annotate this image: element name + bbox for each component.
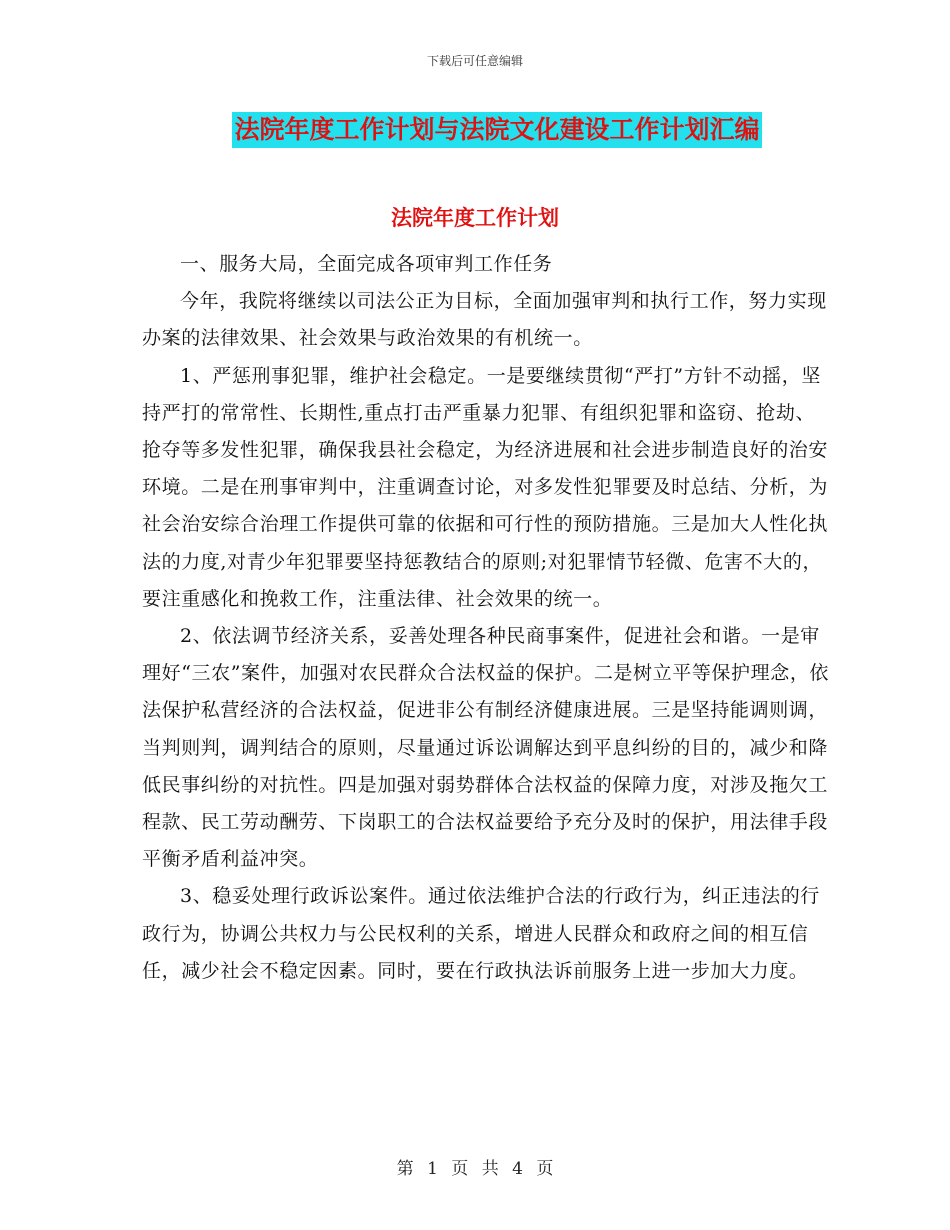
paragraph: 3、稳妥处理行政诉讼案件。通过依法维护合法的行政行为，纠正违法的行政行为，协调公共权力与公民权利的关系，增进人民群众和政府之间的相互信任，减少社会不稳定因素。同时，要在行政执法诉前服务上进一步加大力度。 [142,885,820,982]
section-title: 法院年度工作计划 [391,206,559,230]
paragraph: 2、依法调节经济关系，妥善处理各种民商事案件，促进社会和谐。一是审理好“三农”案件，加强对农民群众合法权益的保护。二是树立平等保护理念，依法保护私营经济的合法权益，促进非公有制经济健康进展。三是坚持能调则调，当判则判，调判结合的原则，尽量通过诉讼调解达到平息纠纷的目的，减少和降低民事纠纷的对抗性。四是加强对弱势群体合法权益的保障力度，对涉及拖欠工程款、民工劳动酬劳、下岗职工的合法权益要给予充分及时的保护，用法律手段平衡矛盾利益冲突。 [142,625,830,871]
page-label-suffix: 页 [536,1159,554,1179]
document-body [142,246,832,990]
paragraph: 今年，我院将继续以司法公正为目标，全面加强审判和执行工作，努力实现办案的法律效果、社会效果与政治效果的有机统一。 [142,290,827,350]
current-page-number: 1 [427,1159,438,1179]
total-label: 共 [481,1159,499,1179]
document-title-wrapper [0,112,950,148]
document-title: 法院年度工作计划与法院文化建设工作计划汇编 [232,112,761,148]
paragraph-heading: 一、服务大局，全面完成各项审判工作任务 [180,253,553,275]
page-label-prefix: 第 [396,1159,414,1179]
page-footer [0,1154,950,1179]
total-pages-number: 4 [512,1159,523,1179]
page-label-mid: 页 [451,1159,469,1179]
page-header-note: 下载后可任意编辑 [426,54,523,68]
paragraph: 1、严惩刑事犯罪，维护社会稳定。一是要继续贯彻“严打”方针不动摇，坚持严打的常常性、长期性,重点打击严重暴力犯罪、有组织犯罪和盗窃、抢劫、抢夺等多发性犯罪，确保我县社会稳定，为经济进展和社会进步制造良好的治安环境。二是在刑事审判中，注重调查讨论，对多发性犯罪要及时总结、分析，为社会治安综合治理工作提供可靠的依据和可行性的预防措施。三是加大人性化执法的力度,对青少年犯罪要坚持惩教结合的原则;对犯罪情节轻微、危害不大的，要注重感化和挽救工作，注重法律、社会效果的统一。 [142,364,829,610]
